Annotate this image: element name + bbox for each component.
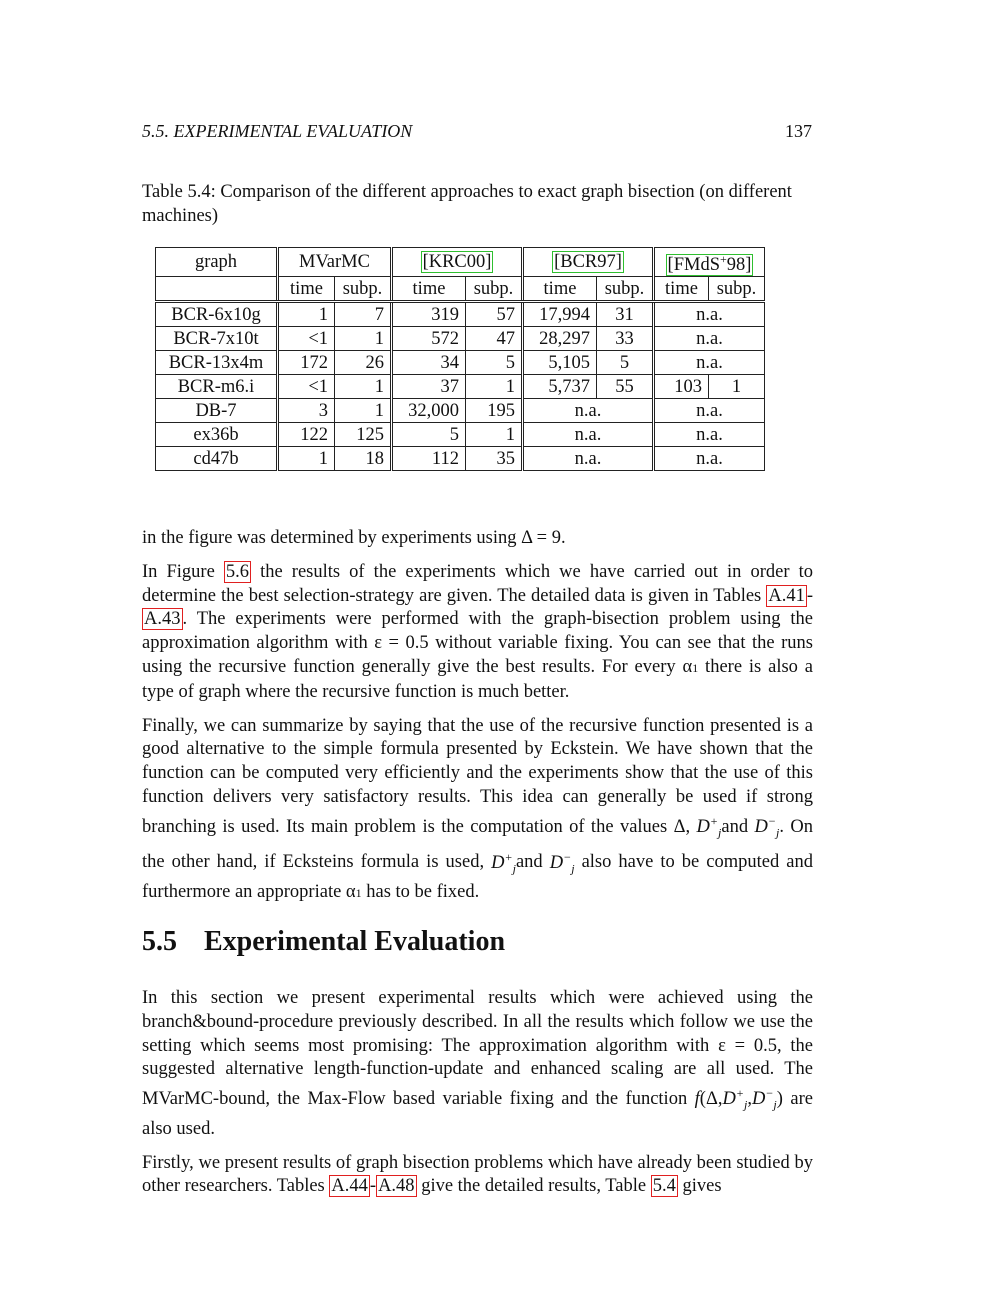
cell-value: <1 [278, 327, 335, 351]
text-run: has to be fixed. [361, 882, 480, 903]
cell-na: n.a. [654, 351, 765, 375]
cell-graph: BCR-13x4m [156, 351, 278, 375]
math-d-plus: $D^+_j$ [491, 849, 516, 876]
text-run: Firstly, we present results of graph bisection problems which have already been studied by other researchers. Tables [142, 1152, 813, 1197]
text-run: there is also a type of graph where the recursive function is much better. [142, 656, 813, 702]
link-table-a48[interactable]: A.48 [378, 1176, 415, 1197]
cell-value: 32,000 [392, 399, 466, 423]
table-row [156, 375, 765, 399]
text-run: give the detailed results, Table [416, 1176, 651, 1197]
table-row [156, 447, 765, 471]
text-run: Finally, we can summarize by saying that the use of the recursive function presented is a good alternative to the simple formula presented by Eckstein. We have shown that the function can be computed very efficiently and the experiments show that the use of this function delivers very satisfactory results. This idea can generally be used if strong branching is used. Its main problem is the computation of the values Δ, [142, 715, 813, 837]
header-section-title: 5.5. EXPERIMENTAL EVALUATION [142, 121, 413, 141]
cell-value: 47 [466, 327, 523, 351]
subheader-time: time [392, 277, 466, 302]
cell-value: 7 [335, 302, 392, 327]
link-table-5-4[interactable]: 5.4 [652, 1176, 676, 1197]
cell-value: 26 [335, 351, 392, 375]
cell-value: 18 [335, 447, 392, 471]
cell-na: n.a. [523, 423, 654, 447]
cell-value: 1 [466, 375, 523, 399]
cell-graph: ex36b [156, 423, 278, 447]
cell-graph: BCR-m6.i [156, 375, 278, 399]
link-figure-5-6[interactable]: 5.6 [225, 561, 250, 582]
cell-value: 1 [335, 399, 392, 423]
cell-value: 125 [335, 423, 392, 447]
cell-value: 1 [335, 375, 392, 399]
cell-value: 319 [392, 302, 466, 327]
table-subheader-row [156, 277, 765, 302]
cell-na: n.a. [654, 423, 765, 447]
text-run: In Figure [142, 561, 224, 582]
citation-krc00[interactable]: [KRC00] [422, 252, 492, 273]
cell-value: 1 [278, 302, 335, 327]
subheader-time: time [523, 277, 597, 302]
text-run: - [369, 1176, 377, 1197]
cell-value: 122 [278, 423, 335, 447]
text-run: and [515, 852, 550, 873]
section-heading [142, 924, 505, 960]
cell-value: 5,105 [523, 351, 597, 375]
header-mvarmc: MVarMC [278, 248, 392, 277]
text-run: gives [677, 1176, 722, 1197]
header-fmds98[interactable] [654, 248, 765, 277]
cell-value: 112 [392, 447, 466, 471]
subscript-one: 1 [355, 886, 362, 901]
running-header [142, 119, 812, 143]
link-table-a43[interactable]: A.43 [144, 609, 181, 630]
text-run: . The experiments were performed with the graph-bisection problem using the approximation algorithm with ε = 0.5 without variable fixing. You can see that the runs using the recursive function generally give the best results. For every α [142, 609, 813, 677]
cell-graph: BCR-6x10g [156, 302, 278, 327]
table-row [156, 327, 765, 351]
subheader-subp: subp. [335, 277, 392, 302]
math-function-f: f [694, 1089, 700, 1110]
comparison-table [155, 247, 765, 471]
cell-value: 5,737 [523, 375, 597, 399]
paragraph-selection-strategy [142, 561, 813, 705]
cell-value: 5 [597, 351, 654, 375]
cell-value: 3 [278, 399, 335, 423]
subheader-subp: subp. [709, 277, 765, 302]
cell-value: 5 [466, 351, 523, 375]
cell-value: 17,994 [523, 302, 597, 327]
cell-value: 1 [278, 447, 335, 471]
link-table-a41[interactable]: A.41 [768, 585, 805, 606]
math-d-plus: $D^+_j$ [696, 813, 722, 840]
text-run: and [721, 816, 755, 837]
cell-value: 195 [466, 399, 523, 423]
section-title: Experimental Evaluation [204, 926, 506, 957]
cell-graph: BCR-7x10t [156, 327, 278, 351]
table-row [156, 302, 765, 327]
table-caption: Table 5.4: Comparison of the different approaches to exact graph bisection (on different machines) [142, 182, 792, 226]
subheader-subp: subp. [597, 277, 654, 302]
text-run: the results of the experiments which we have carried out in order to determine the best selection-strategy are given. The detailed data is given in Tables [142, 561, 813, 606]
subscript-one: 1 [692, 660, 699, 675]
cell-value: 172 [278, 351, 335, 375]
cell-value: 57 [466, 302, 523, 327]
cell-graph: DB-7 [156, 399, 278, 423]
link-table-a44[interactable]: A.44 [331, 1176, 368, 1197]
cell-na: n.a. [654, 302, 765, 327]
subheader-empty [156, 277, 278, 302]
paragraph-bisection-results [142, 1152, 813, 1200]
cell-value: 34 [392, 351, 466, 375]
body-upper [142, 527, 813, 916]
table-row [156, 399, 765, 423]
header-graph: graph [156, 248, 278, 277]
cell-value: 1 [466, 423, 523, 447]
text-run: also have to be computed and furthermore an appropriate α [142, 852, 813, 903]
subheader-time: time [278, 277, 335, 302]
text-run: . On the other hand, if Ecksteins formula is used, [142, 816, 813, 873]
cell-na: n.a. [654, 327, 765, 351]
cell-value: 1 [709, 375, 765, 399]
text-run: In this section we present experimental results which were achieved using the branch&bound-procedure previously described. In all the results which follow we use the setting which seems most promising: The approximation algorithm with ε = 0.5, the suggested alternative length-function-update and enhanced scaling are all used. The MVarMC-bound, the Max-Flow based variable fixing and the function [142, 988, 813, 1110]
paragraph-intro-results: In this section we present experimental results which were achieved using the branch&bound-procedure previously described. In all the results which follow we use the setting which seems most promising: The approximation algorithm with ε = 0.5, the suggested alternative length-function-update and enhanced scaling are all used. The MVarMC-bound, the Max-Flow based variable fixing and the function $f(\Delta,D^+_j,D^-_j)$ are also used. [142, 988, 813, 1139]
cell-value: 28,297 [523, 327, 597, 351]
cell-value: 1 [335, 327, 392, 351]
cell-value: 33 [597, 327, 654, 351]
subheader-time: time [654, 277, 709, 302]
cell-value: <1 [278, 375, 335, 399]
text-run: are also used. [142, 1089, 813, 1139]
header-krc00[interactable] [392, 248, 523, 277]
cell-value: 37 [392, 375, 466, 399]
table-row [156, 423, 765, 447]
paragraph-summary [142, 715, 813, 906]
citation-fmds98[interactable]: [FMdS+98] [667, 252, 752, 276]
paragraph-figure-delta: in the figure was determined by experiments using Δ = 9. [142, 528, 566, 548]
cell-value: 103 [654, 375, 709, 399]
cell-graph: cd47b [156, 447, 278, 471]
cell-value: 55 [597, 375, 654, 399]
page-number: 137 [785, 121, 812, 141]
text-run: - [806, 585, 813, 606]
cell-value: 35 [466, 447, 523, 471]
citation-bcr97[interactable]: [BCR97] [554, 252, 622, 273]
cell-value: 31 [597, 302, 654, 327]
table-header-row [156, 248, 765, 277]
cell-na: n.a. [654, 447, 765, 471]
cell-na: n.a. [523, 447, 654, 471]
cell-value: 5 [392, 423, 466, 447]
table-row [156, 351, 765, 375]
math-d-minus: $D^-_j$ [754, 813, 780, 840]
cell-na: n.a. [654, 399, 765, 423]
header-bcr97[interactable] [523, 248, 654, 277]
math-d-minus: $D^-_j$ [549, 849, 575, 876]
subheader-subp: subp. [466, 277, 523, 302]
cell-value: 572 [392, 327, 466, 351]
body-lower [142, 987, 813, 1209]
section-number: 5.5 [142, 926, 177, 957]
cell-na: n.a. [523, 399, 654, 423]
